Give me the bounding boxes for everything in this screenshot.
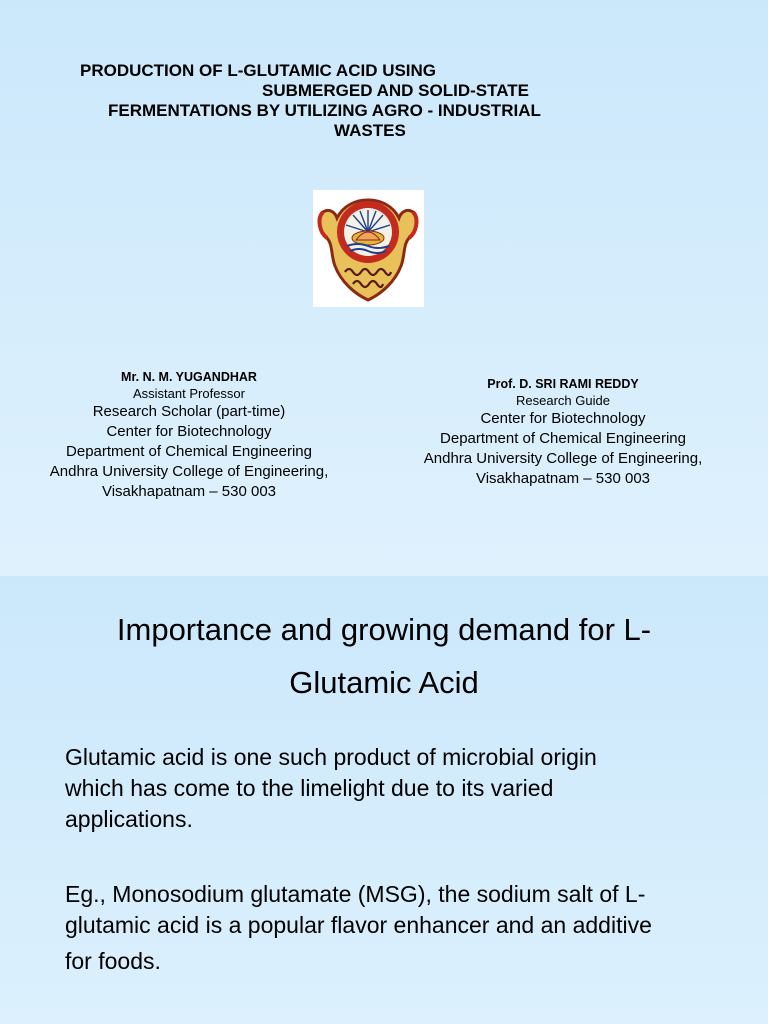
author1-line: Visakhapatnam – 530 003 [101,483,277,500]
author1-role: Assistant Professor [133,386,245,401]
slide1-title-line-4: WASTES [334,121,406,140]
paragraph-line: for foods. [65,948,161,974]
paragraph-2 [65,879,745,981]
slide2-title [60,603,708,709]
author2-line: Visakhapatnam – 530 003 [475,470,651,487]
author1-line: Andhra University College of Engineering, [49,463,329,480]
author1-line: Center for Biotechnology [106,423,272,440]
author2-name: Prof. D. SRI RAMI REDDY [487,377,639,391]
paragraph-line: glutamic acid is a popular flavor enhancer and an additive [65,912,652,938]
slide1-title-line-3: FERMENTATIONS BY UTILIZING AGRO - INDUSTRIAL [108,101,541,120]
paragraph-line: Eg., Monosodium glutamate (MSG), the sodium salt of L- [65,881,646,907]
paragraph-line: Glutamic acid is one such product of microbial origin [65,744,597,770]
author1-name: Mr. N. M. YUGANDHAR [121,370,257,384]
paragraph-line: which has come to the limelight due to its varied [65,775,554,801]
author2-line: Center for Biotechnology [480,410,646,427]
slide1-title-line-2: SUBMERGED AND SOLID-STATE [262,81,529,100]
author2-line: Andhra University College of Engineering, [423,450,703,467]
university-logo [313,190,424,307]
slide1-title-line-1: PRODUCTION OF L-GLUTAMIC ACID USING [80,61,437,80]
author1-line: Department of Chemical Engineering [66,443,312,460]
slide2-title-line-1: Importance and growing demand for L- [116,612,652,647]
author-block-1 [0,369,378,502]
author2-role: Research Guide [516,393,610,408]
paragraph-line: applications. [65,806,193,832]
paragraph-1 [65,742,745,835]
andhra-university-emblem-icon [313,190,424,307]
author-block-2 [384,376,742,489]
author2-line: Department of Chemical Engineering [440,430,686,447]
slide2-title-line-2: Glutamic Acid [289,665,479,700]
author1-line: Research Scholar (part-time) [92,403,286,420]
